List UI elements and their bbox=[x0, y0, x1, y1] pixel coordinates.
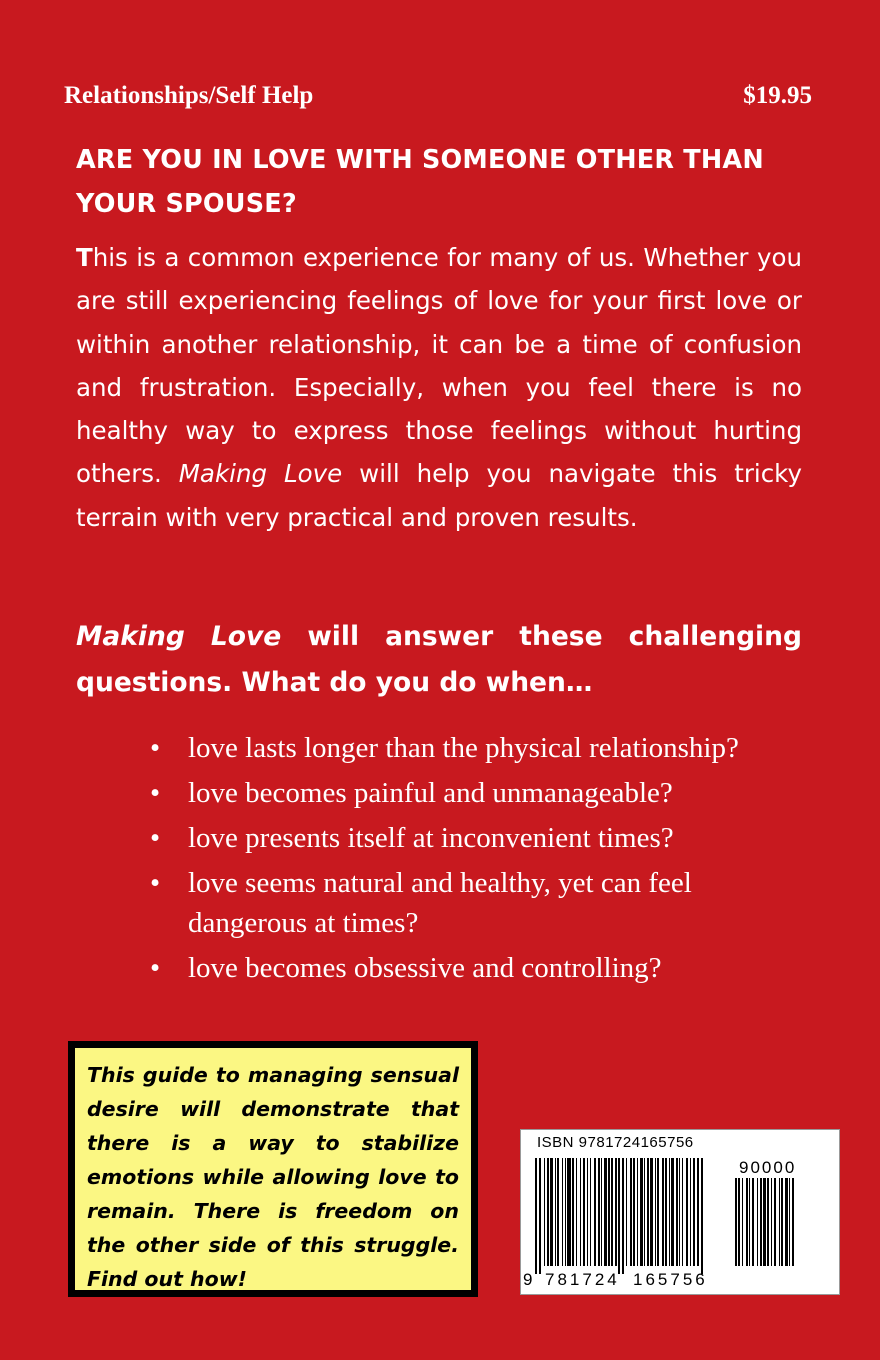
barcode-bar bbox=[562, 1158, 563, 1266]
barcode-bar bbox=[690, 1158, 691, 1266]
barcode-bar bbox=[697, 1158, 699, 1266]
barcode-bar bbox=[767, 1178, 769, 1266]
barcode-bar bbox=[650, 1158, 653, 1266]
list-item bbox=[150, 948, 790, 988]
addon-code: 90000 bbox=[739, 1158, 797, 1177]
barcode-bar bbox=[655, 1158, 656, 1266]
price-label: $19.95 bbox=[743, 82, 812, 109]
category-label: Relationships/Self Help bbox=[64, 82, 314, 109]
bullet-icon: • bbox=[150, 777, 161, 809]
barcode-digit-lead: 9 bbox=[523, 1270, 533, 1289]
barcode-bar bbox=[601, 1158, 602, 1266]
bullet-icon: • bbox=[150, 732, 161, 764]
bullet-icon: • bbox=[150, 952, 161, 984]
barcode-bar bbox=[580, 1158, 581, 1266]
barcode-main-bars bbox=[535, 1158, 731, 1276]
question-list bbox=[150, 728, 790, 993]
barcode-bar bbox=[757, 1178, 758, 1266]
barcode-bar bbox=[544, 1158, 545, 1266]
barcode-bar bbox=[644, 1158, 645, 1266]
questions-lead bbox=[76, 614, 802, 706]
barcode-bar bbox=[590, 1158, 591, 1266]
list-item-text: love seems natural and healthy, yet can feel dangerous at times? bbox=[188, 867, 692, 939]
barcode-bar bbox=[583, 1158, 585, 1266]
barcode-bar bbox=[781, 1178, 783, 1266]
barcode-bar bbox=[576, 1158, 577, 1266]
list-item-text: love lasts longer than the physical relationship? bbox=[188, 732, 739, 764]
barcode-bar bbox=[647, 1158, 649, 1266]
barcode-bar bbox=[535, 1158, 537, 1274]
intro-book-title: Making Love bbox=[178, 459, 343, 489]
barcode-bar bbox=[771, 1178, 772, 1266]
barcode-bar bbox=[676, 1158, 678, 1266]
intro-text-part1: his is a common experience for many of us. Whether you are still experiencing feelings of love for your first love or within another relationship, it can be a time of confusion and frustration. Especially, when you feel there is no healthy way to express those feelings without hurting others. bbox=[76, 243, 802, 489]
questions-lead-text: will answer these challenging questions. What do you do when… bbox=[76, 621, 802, 698]
barcode-bar bbox=[567, 1158, 571, 1266]
barcode-bar bbox=[565, 1158, 566, 1266]
barcode-bar bbox=[630, 1158, 632, 1266]
barcode-bar bbox=[752, 1178, 754, 1266]
barcode-bar bbox=[671, 1158, 674, 1266]
list-item bbox=[150, 863, 790, 943]
barcode-bar bbox=[633, 1158, 635, 1266]
isbn-barcode bbox=[520, 1129, 840, 1295]
barcode-bar bbox=[679, 1158, 680, 1266]
barcode-bar bbox=[594, 1158, 596, 1266]
barcode-bar bbox=[622, 1158, 624, 1274]
bullet-icon: • bbox=[150, 822, 161, 854]
barcode-bar bbox=[550, 1158, 553, 1266]
barcode-bar bbox=[789, 1178, 790, 1266]
barcode-bar bbox=[555, 1158, 556, 1266]
barcode-bar bbox=[738, 1178, 740, 1266]
bullet-icon: • bbox=[150, 867, 161, 899]
barcode-bar bbox=[774, 1178, 776, 1266]
barcode-bar bbox=[686, 1158, 688, 1266]
barcode-bar bbox=[742, 1178, 743, 1266]
barcode-bar bbox=[626, 1158, 627, 1266]
barcode-bar bbox=[746, 1178, 748, 1266]
barcode-bar bbox=[539, 1158, 541, 1274]
questions-book-title: Making Love bbox=[76, 621, 282, 652]
headline: ARE YOU IN LOVE WITH SOMEONE OTHER THAN YOUR SPOUSE? bbox=[76, 145, 764, 219]
list-item-text: love presents itself at inconvenient times? bbox=[188, 822, 674, 854]
barcode-digits-right: 165756 bbox=[633, 1270, 708, 1289]
barcode-bar bbox=[779, 1178, 780, 1266]
barcode-addon-bars bbox=[735, 1178, 827, 1290]
barcode-bar bbox=[604, 1158, 607, 1266]
barcode-bar bbox=[785, 1178, 788, 1266]
barcode-bar bbox=[608, 1158, 610, 1266]
barcode-bar bbox=[693, 1158, 695, 1266]
callout-box bbox=[68, 1041, 478, 1297]
barcode-bar bbox=[587, 1158, 588, 1266]
barcode-bar bbox=[749, 1178, 750, 1266]
barcode-bar bbox=[792, 1178, 794, 1266]
barcode-bar bbox=[682, 1158, 683, 1266]
barcode-bar bbox=[557, 1158, 559, 1266]
barcode-bar bbox=[701, 1158, 703, 1274]
barcode-bar bbox=[572, 1158, 574, 1266]
barcode-bar bbox=[640, 1158, 643, 1266]
barcode-bar bbox=[662, 1158, 664, 1266]
barcode-bar bbox=[665, 1158, 667, 1266]
callout-text: This guide to managing sensual desire will demonstrate that there is a way to stabilize emotions while allowing love to remain. There is freedom on the other side of this struggle. Find out how! bbox=[75, 1048, 471, 1290]
barcode-bar bbox=[735, 1178, 737, 1266]
barcode-bar bbox=[637, 1158, 638, 1266]
list-item-text: love becomes painful and unmanageable? bbox=[188, 777, 673, 809]
intro-first-letter: T bbox=[76, 243, 93, 272]
barcode-bar bbox=[669, 1158, 670, 1266]
barcode-bar bbox=[547, 1158, 549, 1266]
list-item bbox=[150, 773, 790, 813]
list-item bbox=[150, 728, 790, 768]
barcode-bar bbox=[657, 1158, 659, 1266]
barcode-bar bbox=[760, 1178, 762, 1266]
barcode-bar bbox=[618, 1158, 620, 1274]
list-item-text: love becomes obsessive and controlling? bbox=[188, 952, 662, 984]
intro-paragraph bbox=[76, 236, 802, 539]
barcode-bar bbox=[611, 1158, 613, 1266]
barcode-digits-left: 781724 bbox=[545, 1270, 620, 1289]
barcode-bar bbox=[615, 1158, 617, 1266]
isbn-label: ISBN 9781724165756 bbox=[537, 1134, 694, 1151]
barcode-bar bbox=[598, 1158, 600, 1266]
barcode-bar bbox=[763, 1178, 766, 1266]
intro-text-part2: will help you navigate this tricky terrain with very practical and proven results. bbox=[76, 459, 802, 532]
list-item bbox=[150, 818, 790, 858]
